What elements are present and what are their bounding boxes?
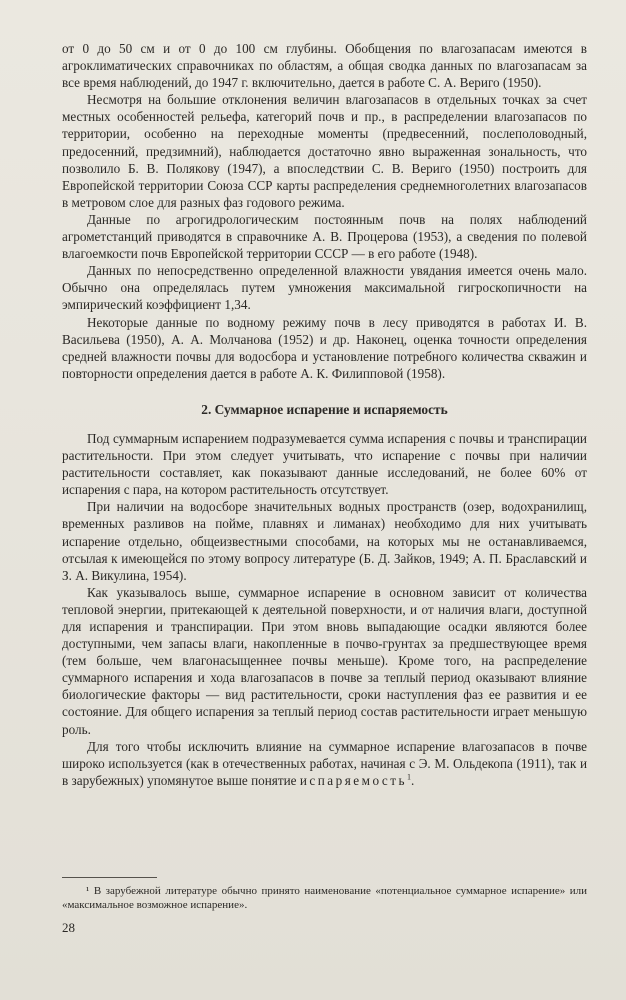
paragraph: Данных по непосредственно определенной влажности увядания имеется очень мало. Обычно она определялась путем умножения максимальной гигроскопичности на эмпирический коэффициент 1,34. xyxy=(62,263,587,313)
paragraph: Под суммарным испарением подразумевается сумма испарения с почвы и транспирации растительности. При этом следует учитывать, что испарение с почвы при наличии растительности составляет, как показывают данные исследований, не более 60% от испарения с пара, на котором растительность отсутствует. xyxy=(62,430,587,498)
paragraph: от 0 до 50 см и от 0 до 100 см глубины. Обобщения по влагозапасам имеются в агроклиматических справочниках по областям, а общая сводка данных по влагозапасам за все время наблюдений, до 1947 г. включительно, дается в работе С. А. Вериго (1950). xyxy=(62,41,587,91)
paragraph-last xyxy=(62,738,587,789)
paragraph: Данные по агрогидрологическим постоянным почв на полях наблюдений агрометстанций приводятся в справочнике А. В. Процерова (1953), а сведения по полевой влагоемкости почв Европейской территории СССР — в его работе (1948). xyxy=(62,211,587,262)
paragraph-text: Для того чтобы исключить влияние на суммарное испарение влагозапасов в почве широко используется (как в отечественных работах, начиная с Э. М. Ольдекопа (1911), так и в зарубежных) упомянутое выше понятие xyxy=(62,738,587,788)
page-number: 28 xyxy=(62,920,75,935)
footnote: ¹ В зарубежной литературе обычно принято наименование «потенциальное суммарное испарение» или «максимальное возможное испарение». xyxy=(62,885,587,911)
footnote-divider xyxy=(62,877,157,878)
paragraph: Несмотря на большие отклонения величин влагозапасов в отдельных точках за счет местных особенностей рельефа, категорий почв и пр., в распределении влагозапасов по территории, особенно на переходные моменты (предвесенний, послеполоводный, предосенний, предзимний), наблюдается достаточно явно выраженная зональность, что позволило Б. В. Полякову (1947), а впоследствии С. В. Вериго (1950) построить для Европейской территории Союза ССР карты распределения среднемноголетних влагозапасов в метровом слое для разных фаз годового режима. xyxy=(62,92,587,210)
paragraph: При наличии на водосборе значительных водных пространств (озер, водохранилищ, временных разливов на пойме, плавнях и лиманах) необходимо для них учитывать испарение отдельно, общеизвестными способами, на которых мы не останавливаемся, отсылая к имеющейся по этому вопросу литературе (Б. Д. Зайков, 1949; А. П. Браславский и З. А. Викулина, 1954). xyxy=(62,499,587,583)
paragraph-end: . xyxy=(411,772,415,788)
spaced-term: испаряемость xyxy=(299,772,408,788)
paragraph: Некоторые данные по водному режиму почв в лесу приводятся в работах И. В. Васильева (1950), А. А. Молчанова (1952) и др. Наконец, оценка точности определения средней влажности почвы для водосбора и установление потребного количества скважин и повторности определения дается в работе А. К. Филипповой (1958). xyxy=(62,314,587,381)
paragraph: Как указывалось выше, суммарное испарение в основном зависит от количества тепловой энергии, притекающей к деятельной поверхности, и от наличия влаги, доступной для испарения и транспирации. При этом вновь выпадающие осадки являются более доступными, чем запасы влаги, накопленные в почво-грунтах за предшествующее время (тем больше, чем влагонасыщеннее почвы меньше). Кроме того, на распределение суммарного испарения и хода влагозапасов в почве за теплый период оказывают влияние биологические факторы — вид растительности, сроки наступления фаз ее развития и ее состояние. Для общего испарения за теплый период состав растительности играет меньшую роль. xyxy=(62,584,587,737)
section-heading: 2. Суммарное испарение и испаряемость xyxy=(201,401,448,417)
footnote-mark: 1 xyxy=(407,772,412,782)
body-text xyxy=(62,40,587,789)
